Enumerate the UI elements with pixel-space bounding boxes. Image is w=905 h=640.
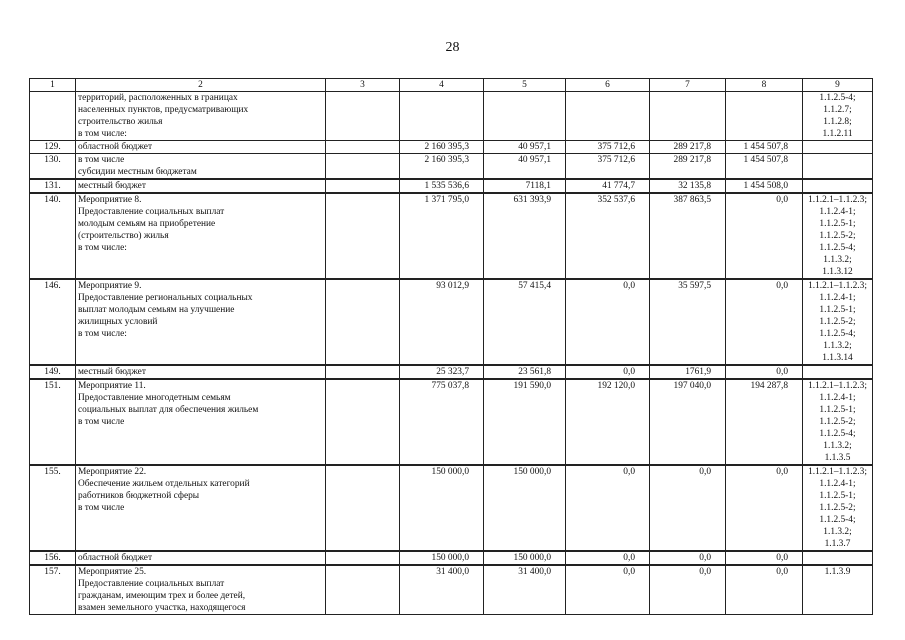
reference-codes-cell: 1.1.3.9 (803, 565, 873, 615)
value-cell-c4: 2 160 395,3 (400, 154, 484, 180)
reference-codes-cell (803, 154, 873, 180)
value-cell-c5 (484, 92, 566, 141)
value-cell-c7: 289 217,8 (650, 154, 726, 180)
reference-codes-cell (803, 551, 873, 565)
row-name-cell: Мероприятие 8. Предоставление социальных выплат молодым семьям на приобретение (строительство) жилья в том числе: (76, 193, 326, 279)
value-cell-c4: 31 400,0 (400, 565, 484, 615)
row-name-cell: территорий, расположенных в границах населенных пунктов, предусматривающих строительство жилья в том числе: (76, 92, 326, 141)
column-3-cell (326, 565, 400, 615)
column-3-cell (326, 92, 400, 141)
column-header-9: 9 (803, 79, 873, 92)
value-cell-c7: 289 217,8 (650, 141, 726, 154)
value-cell-c4: 150 000,0 (400, 465, 484, 551)
value-cell-c8: 0,0 (726, 365, 803, 379)
column-3-cell (326, 141, 400, 154)
value-cell-c7: 35 597,5 (650, 279, 726, 365)
table-row (30, 565, 873, 615)
row-name-cell: Мероприятие 25. Предоставление социальных выплат гражданам, имеющим трех и более детей, взамен земельного участка, находящегося (76, 565, 326, 615)
reference-codes-cell (803, 365, 873, 379)
row-number-cell: 129. (30, 141, 76, 154)
value-cell-c4: 93 012,9 (400, 279, 484, 365)
value-cell-c8: 0,0 (726, 551, 803, 565)
value-cell-c5: 631 393,9 (484, 193, 566, 279)
value-cell-c6: 0,0 (566, 465, 650, 551)
reference-codes-cell: 1.1.2.1–1.1.2.3; 1.1.2.4-1; 1.1.2.5-1; 1.1.2.5-2; 1.1.2.5-4; 1.1.3.2; 1.1.3.12 (803, 193, 873, 279)
row-number-cell: 155. (30, 465, 76, 551)
row-number-cell: 131. (30, 179, 76, 193)
value-cell-c8: 1 454 508,0 (726, 179, 803, 193)
column-3-cell (326, 279, 400, 365)
value-cell-c7: 0,0 (650, 565, 726, 615)
row-name-cell: Мероприятие 11. Предоставление многодетным семьям социальных выплат для обеспечения жильем в том числе (76, 379, 326, 465)
value-cell-c5: 150 000,0 (484, 465, 566, 551)
row-name-cell: областной бюджет (76, 551, 326, 565)
value-cell-c8: 0,0 (726, 565, 803, 615)
column-header-4: 4 (400, 79, 484, 92)
value-cell-c6: 352 537,6 (566, 193, 650, 279)
value-cell-c8: 1 454 507,8 (726, 141, 803, 154)
header-row (30, 79, 873, 92)
row-name-cell: Мероприятие 9. Предоставление региональных социальных выплат молодым семьям на улучшение жилищных условий в том числе: (76, 279, 326, 365)
value-cell-c4: 1 371 795,0 (400, 193, 484, 279)
value-cell-c6: 375 712,6 (566, 141, 650, 154)
value-cell-c6: 0,0 (566, 565, 650, 615)
value-cell-c8: 0,0 (726, 279, 803, 365)
value-cell-c5: 23 561,8 (484, 365, 566, 379)
table-row (30, 179, 873, 193)
value-cell-c4: 25 323,7 (400, 365, 484, 379)
column-header-5: 5 (484, 79, 566, 92)
value-cell-c5: 31 400,0 (484, 565, 566, 615)
value-cell-c8: 1 454 507,8 (726, 154, 803, 180)
value-cell-c5: 191 590,0 (484, 379, 566, 465)
row-number-cell: 149. (30, 365, 76, 379)
value-cell-c7 (650, 92, 726, 141)
column-header-2: 2 (76, 79, 326, 92)
table-row (30, 279, 873, 365)
value-cell-c6: 0,0 (566, 551, 650, 565)
page-number: 28 (445, 40, 460, 55)
table-row (30, 193, 873, 279)
row-name-cell: местный бюджет (76, 179, 326, 193)
value-cell-c8: 194 287,8 (726, 379, 803, 465)
reference-codes-cell: 1.1.2.1–1.1.2.3; 1.1.2.4-1; 1.1.2.5-1; 1.1.2.5-2; 1.1.2.5-4; 1.1.3.2; 1.1.3.7 (803, 465, 873, 551)
row-number-cell (30, 92, 76, 141)
row-number-cell: 157. (30, 565, 76, 615)
value-cell-c7: 1761,9 (650, 365, 726, 379)
value-cell-c8: 0,0 (726, 465, 803, 551)
column-header-3: 3 (326, 79, 400, 92)
value-cell-c6: 0,0 (566, 365, 650, 379)
row-number-cell: 140. (30, 193, 76, 279)
value-cell-c5: 40 957,1 (484, 141, 566, 154)
value-cell-c5: 7118,1 (484, 179, 566, 193)
value-cell-c5: 150 000,0 (484, 551, 566, 565)
value-cell-c7: 0,0 (650, 465, 726, 551)
row-number-cell: 146. (30, 279, 76, 365)
reference-codes-cell (803, 179, 873, 193)
value-cell-c7: 0,0 (650, 551, 726, 565)
column-header-6: 6 (566, 79, 650, 92)
row-number-cell: 156. (30, 551, 76, 565)
value-cell-c7: 32 135,8 (650, 179, 726, 193)
reference-codes-cell: 1.1.2.1–1.1.2.3; 1.1.2.4-1; 1.1.2.5-1; 1.1.2.5-2; 1.1.2.5-4; 1.1.3.2; 1.1.3.14 (803, 279, 873, 365)
value-cell-c4: 2 160 395,3 (400, 141, 484, 154)
column-3-cell (326, 465, 400, 551)
column-3-cell (326, 551, 400, 565)
value-cell-c4: 1 535 536,6 (400, 179, 484, 193)
value-cell-c4: 150 000,0 (400, 551, 484, 565)
row-name-cell: областной бюджет (76, 141, 326, 154)
row-name-cell: местный бюджет (76, 365, 326, 379)
budget-table (29, 78, 873, 615)
table-row (30, 365, 873, 379)
row-number-cell: 130. (30, 154, 76, 180)
column-3-cell (326, 179, 400, 193)
table-row (30, 154, 873, 180)
table-row (30, 141, 873, 154)
value-cell-c6: 41 774,7 (566, 179, 650, 193)
row-name-cell: в том числе субсидии местным бюджетам (76, 154, 326, 180)
value-cell-c5: 40 957,1 (484, 154, 566, 180)
value-cell-c6: 192 120,0 (566, 379, 650, 465)
reference-codes-cell: 1.1.2.5-4; 1.1.2.7; 1.1.2.8; 1.1.2.11 (803, 92, 873, 141)
column-3-cell (326, 154, 400, 180)
value-cell-c6 (566, 92, 650, 141)
reference-codes-cell: 1.1.2.1–1.1.2.3; 1.1.2.4-1; 1.1.2.5-1; 1.1.2.5-2; 1.1.2.5-4; 1.1.3.2; 1.1.3.5 (803, 379, 873, 465)
value-cell-c7: 387 863,5 (650, 193, 726, 279)
column-header-1: 1 (30, 79, 76, 92)
reference-codes-cell (803, 141, 873, 154)
column-header-8: 8 (726, 79, 803, 92)
row-name-cell: Мероприятие 22. Обеспечение жильем отдельных категорий работников бюджетной сферы в том числе (76, 465, 326, 551)
value-cell-c7: 197 040,0 (650, 379, 726, 465)
value-cell-c6: 375 712,6 (566, 154, 650, 180)
column-3-cell (326, 365, 400, 379)
table-row (30, 92, 873, 141)
value-cell-c8: 0,0 (726, 193, 803, 279)
value-cell-c8 (726, 92, 803, 141)
table-row (30, 465, 873, 551)
column-header-7: 7 (650, 79, 726, 92)
value-cell-c6: 0,0 (566, 279, 650, 365)
row-number-cell: 151. (30, 379, 76, 465)
table-row (30, 551, 873, 565)
table-row (30, 379, 873, 465)
column-3-cell (326, 193, 400, 279)
value-cell-c4: 775 037,8 (400, 379, 484, 465)
column-3-cell (326, 379, 400, 465)
value-cell-c5: 57 415,4 (484, 279, 566, 365)
value-cell-c4 (400, 92, 484, 141)
